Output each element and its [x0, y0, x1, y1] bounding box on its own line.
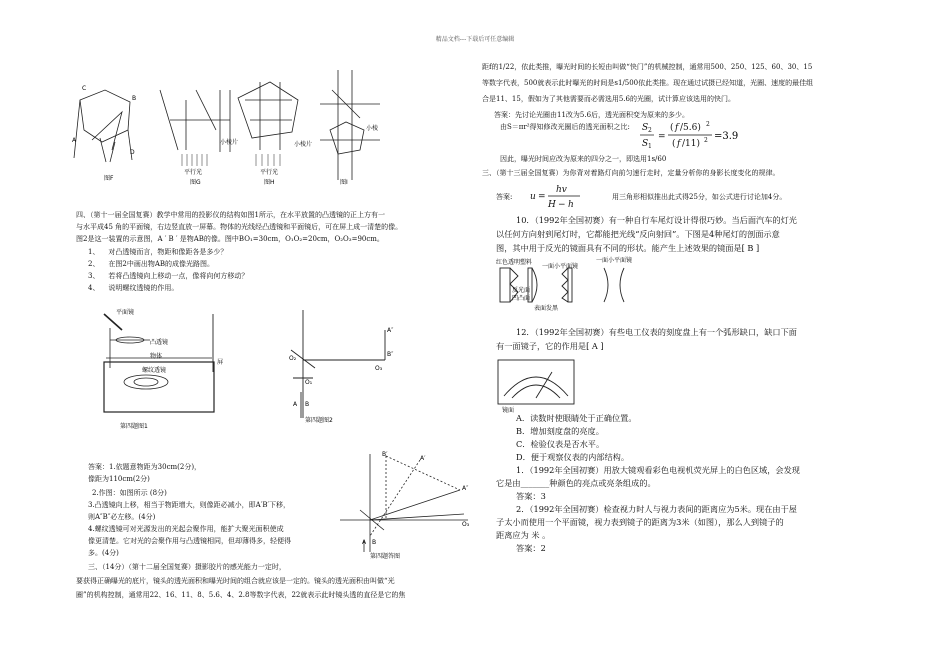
q4-answer-figure: [340, 450, 470, 560]
q13-answer-prefix: 答案:: [496, 193, 513, 201]
fig-g-parallel: 平行光: [184, 169, 203, 176]
fig1-mirror-label: 平面镜: [116, 309, 135, 316]
formula-result: =3.9: [714, 131, 739, 142]
q12-option-c: C．检验仪表是否水平。: [516, 439, 605, 449]
q4-line-3: 图2是这一装置的示意图，A ′ B ′ 是物AB的像。图中BO₁=30cm，O₁O₂=20cm，O₂O₃=90cm。: [76, 235, 384, 243]
cont-line-2: 等数字代表，500就表示此时曝光的时间是s1/500依此类推。现在通过试摄已经知道，光圈、速度的最佳组: [482, 79, 814, 87]
q12-option-d: D．便于观察仪表的内部结构。: [516, 452, 630, 462]
svg-text:=: =: [658, 132, 666, 142]
svg-text:1: 1: [648, 143, 652, 150]
q12-option-b: B．增加刻度盘的亮度。: [516, 426, 604, 436]
svg-text:f: f: [675, 123, 679, 133]
fig1-object-label: 物体: [150, 353, 163, 360]
q13-question: 三、（第十三届全国复赛）为你背对着路灯向前匀速行走时，定量分析你的身影长度变化的规律。: [482, 169, 780, 177]
fig2-caption: 第四题图2: [305, 417, 333, 424]
fig-h-word: 小棱片: [294, 141, 313, 148]
svg-text:O₃: O₃: [462, 521, 470, 528]
svg-text:2: 2: [648, 127, 652, 134]
q10-label-c: 一面小平面镜: [596, 257, 633, 264]
fig1-lens-label: 凸透镜: [150, 339, 169, 346]
fig2-b: B: [305, 401, 310, 408]
svg-text:(: (: [670, 123, 674, 133]
q1-line-2: 它是由_______种颜色的亮点或亮条组成的。: [496, 478, 656, 488]
fig2-o3: O₃: [375, 365, 383, 372]
q2-line-2: 子太小而使用一个平面镜，视力表到镜子的距离为3米（如图），那么人到镜子的: [496, 517, 784, 527]
svg-text:小棱: 小棱: [366, 125, 379, 132]
cont-line-3: 合是11、15，假如为了其他需要而必需选用5.6的光圈，试计算应该选用的快门。: [482, 95, 735, 103]
figure-g: [160, 90, 230, 166]
svg-text:(: (: [672, 139, 676, 149]
q3-line-3: 圈”的机构控制，通常用22、16、11、8、5.6、4、2.8等数字代表，22就表示此时镜头透的直径是它的焦: [76, 591, 406, 599]
svg-text:/5.6): /5.6): [680, 123, 701, 133]
svg-text:B: B: [132, 95, 137, 102]
fig-label-f: 图F: [104, 175, 114, 182]
fig-label-h: 图H: [264, 179, 275, 186]
figure-f: [74, 90, 132, 162]
q10-label-e: 凹凸面: [512, 295, 531, 302]
page-header: 精品文档---下载后可任意编辑: [435, 36, 515, 43]
q10-figure: [496, 256, 656, 320]
svg-text:f: f: [677, 139, 681, 149]
fig2-a1: A″: [387, 327, 394, 334]
q12-mirror-label: 镜面: [502, 407, 515, 414]
q12-option-a: A．读数时使眼睛处于正确位置。: [516, 413, 637, 423]
svg-text:−: −: [558, 200, 566, 210]
q4-item-4: 4、 说明螺纹透镜的作用。: [88, 284, 179, 292]
q10-label-g: 表面发黑: [534, 305, 559, 312]
aperture-formula: [640, 118, 780, 152]
fig2-b1: B″: [387, 351, 394, 358]
svg-text:u: u: [530, 192, 536, 202]
svg-text:A: A: [72, 137, 77, 144]
ans-line-7: 像更清楚。它对光的会聚作用与凸透镜相同，但却薄得多，轻便得: [88, 537, 291, 545]
q4-item-2: 2、 在图2中画出物AB的成像光路图。: [88, 260, 215, 268]
ans-line-8: 多。(4分): [88, 549, 119, 557]
fig2-screen-label: 屏: [217, 359, 224, 366]
ans-line-5: 则A″B″必左移。(4分): [88, 513, 156, 521]
q2-line-1: 2．（1992年全国初赛）检查视力时人与视力表间的距离应为5米。现在由于屋: [516, 504, 797, 514]
q3-line-2: 要获得正确曝光的底片，镜头的透光面积和曝光时间的组合就应该是一定的。镜头的透光面积由叫做“光: [76, 577, 395, 585]
svg-text:2: 2: [704, 137, 708, 144]
q12-figure: [496, 358, 576, 414]
svg-text:hv: hv: [556, 185, 567, 195]
ans-line-4: 3.凸透镜向上移，相当于物距增大，则像距必减小，即A′B′下移，: [88, 501, 291, 509]
q10-label-d: 反光面: [512, 287, 531, 294]
svg-text:A″: A″: [462, 485, 469, 492]
svg-text:h: h: [568, 200, 574, 210]
q13-formula: [528, 182, 598, 210]
q4-line-2: 与水平成45 角的平面镜，右边竖直放一屏幕。物体的光线经凸透镜和平面镜后，可在屏上成一清楚的像。: [76, 223, 403, 231]
svg-text:S: S: [642, 123, 649, 133]
ans-line-3: 2.作图：如图所示 (8分): [92, 489, 167, 497]
q12-line-1: 12．（1992年全国初赛）有些电工仪表的刻度盘上有一个弧形缺口，缺口下面: [516, 327, 797, 337]
q1-answer: 答案：3: [516, 491, 546, 501]
svg-text:S: S: [642, 139, 649, 149]
svg-text:H: H: [548, 200, 556, 210]
q4-item-1: 1、 对凸透镜而言，物距和像距各是多少？: [88, 248, 228, 256]
q10-line-2: 以任何方向射到尾灯时，它都能把光线“反向射回”。下图是4种尾灯的剖面示意: [496, 229, 780, 239]
fig2-o2: O₂: [289, 355, 297, 362]
svg-text:D: D: [130, 149, 135, 156]
figure-row-top: [70, 60, 490, 190]
svg-text:2: 2: [706, 121, 710, 128]
calc-answer-3: 因此，曝光时间应改为原来的四分之一，即选用1s/60: [500, 155, 667, 163]
fig1-caption: 第四题图1: [120, 423, 148, 430]
fig2-o1: O₁: [305, 379, 313, 386]
q10-line-3: 图，其中用于反光的镜面具有不同的形状。能产生上述效果的镜面是[ B ]: [496, 243, 760, 253]
svg-text:A′: A′: [420, 455, 426, 462]
svg-text:A: A: [362, 539, 367, 546]
q10-line-1: 10．（1992年全国初赛）有一种自行车尾灯设计得很巧妙。当后面汽车的灯光: [516, 215, 797, 225]
figure-h: [238, 82, 298, 166]
q1-line-1: 1．（1992年全国初赛）用放大镜观看彩色电视机荧光屏上的白色区域，会发现: [516, 465, 800, 475]
ans-line-2: 像距为110cm(2分): [88, 475, 150, 483]
svg-text:/11): /11): [682, 139, 700, 149]
fig-h-parallel: 平行光: [260, 169, 279, 176]
fig1-fresnel-label: 螺纹透镜: [142, 367, 167, 374]
q4-figure-2: [205, 308, 405, 438]
answer-fig-caption: 第四题答图: [370, 553, 401, 560]
calc-answer-2: 由S＝πr²得知修改光圈后的透光面积之比:: [500, 123, 630, 131]
q12-line-2: 有一面镜子，它的作用是[ A ]: [496, 341, 604, 351]
cont-line-1: 距f的1/22，依此类推，曝光时间的长短由叫做“快门”的机械控制，通常用500、250、125、60、30、15: [482, 63, 813, 71]
q2-line-3: 距离应为 米 。: [496, 530, 551, 540]
fig-label-g: 图G: [190, 179, 201, 186]
calc-answer-1: 答案：先讨论光圈由11改为5.6后，透光面积变为原来的多少。: [494, 111, 690, 119]
q4-item-3: 3、 若将凸透镜向上移动一点，像将向何方移动？: [88, 272, 249, 280]
ans-line-6: 4.螺纹透镜可对光源发出的光起会聚作用，能扩大聚光面积使成: [88, 525, 284, 533]
svg-text:B: B: [372, 539, 377, 546]
svg-text:=: =: [538, 192, 546, 202]
q10-label-b: 一面小平面镜: [542, 263, 579, 270]
q13-answer-suffix: 用三角形相似推出此式得25分，如公式进行讨论加4分。: [612, 193, 787, 201]
q2-answer: 答案：2: [516, 543, 546, 553]
fig-label-i: 图I: [340, 179, 348, 186]
fig-g-word: 小棱片: [220, 139, 239, 146]
svg-text:B′: B′: [382, 451, 388, 458]
q10-label-a: 红色透明塑料: [496, 259, 533, 266]
ans-line-1: 答案：1.依题意物距为30cm(2分)，: [88, 463, 202, 471]
svg-text:C: C: [82, 85, 87, 92]
q3-line-1: 三、（14分）（第十二届全国复赛）摄影胶片的感光能力一定时，: [88, 563, 286, 571]
fig2-a: A: [293, 401, 298, 408]
q4-line-1: 四、（第十一届全国复赛）教学中常用的投影仪的结构如图1所示，在水平放置的凸透镜的正上方有一: [76, 211, 385, 219]
